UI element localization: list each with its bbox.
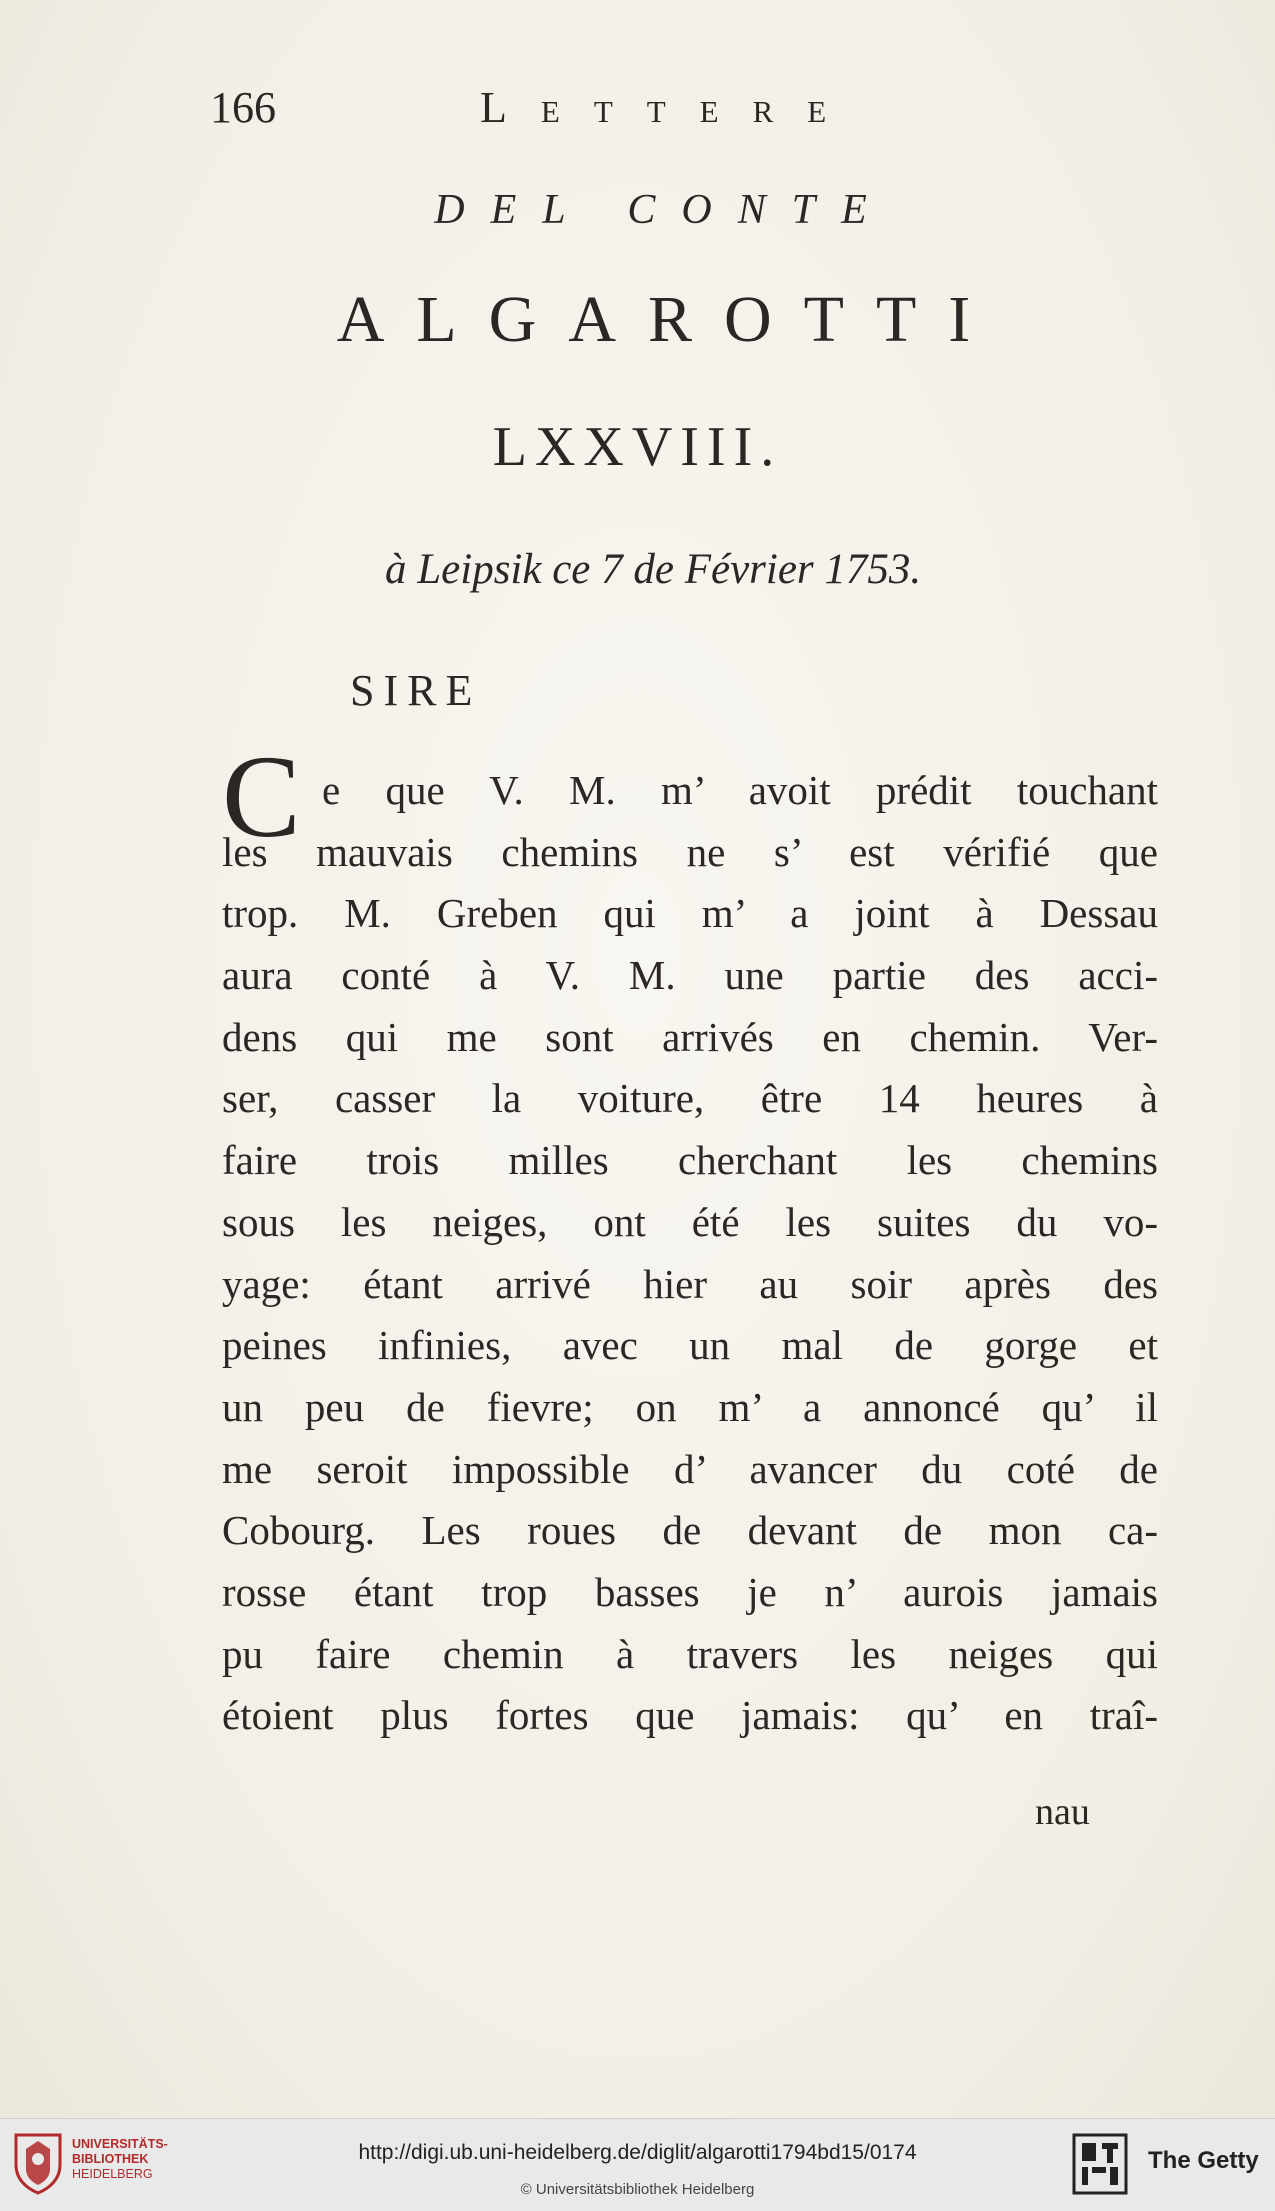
body-line: trop. M. Greben qui m’ a joint à Dessau bbox=[222, 890, 1158, 937]
salutation: SIRE bbox=[350, 666, 482, 715]
university-name-line3: HEIDELBERG bbox=[72, 2167, 153, 2181]
body-line: pu faire chemin à travers les neiges qui bbox=[222, 1630, 1158, 1677]
body-first-line-text: e que V. M. m’ avoit prédit touchant bbox=[322, 767, 1158, 813]
body-line: sous les neiges, ont été les suites du vo- bbox=[222, 1198, 1158, 1245]
body-line: un peu de fievre; on m’ a annoncé qu’ il bbox=[222, 1383, 1158, 1430]
body-line: étoient plus fortes que jamais: qu’ en traî- bbox=[222, 1692, 1158, 1739]
body-line: peines infinies, avec un mal de gorge et bbox=[222, 1322, 1158, 1369]
permalink-url[interactable]: http://digi.ub.uni-heidelberg.de/diglit/algarotti1794bd15/0174 bbox=[358, 2141, 917, 2164]
letter-body bbox=[222, 731, 1158, 1747]
body-line: faire trois milles cherchant les chemins bbox=[222, 1137, 1158, 1184]
body-line: yage: étant arrivé hier au soir après des bbox=[222, 1260, 1158, 1307]
running-title: Lettere bbox=[480, 83, 861, 132]
body-line: ser, casser la voiture, être 14 heures à bbox=[222, 1075, 1158, 1122]
heading-subtitle: DEL CONTE bbox=[434, 187, 893, 233]
footer-bar bbox=[0, 2118, 1275, 2211]
letter-number: LXXVIII. bbox=[492, 416, 783, 478]
getty-logo-icon bbox=[1072, 2133, 1128, 2195]
university-name-line1: UNIVERSITÄTS- bbox=[72, 2137, 168, 2151]
body-line: me seroit impossible d’ avancer du coté de bbox=[222, 1445, 1158, 1492]
body-line: rosse étant trop basses je n’ aurois jamais bbox=[222, 1568, 1158, 1615]
getty-name: The Getty bbox=[1148, 2147, 1259, 2174]
university-name-line2: BIBLIOTHEK bbox=[72, 2152, 149, 2166]
body-line: Cobourg. Les roues de devant de mon ca- bbox=[222, 1507, 1158, 1554]
copyright-notice: © Universitätsbibliothek Heidelberg bbox=[520, 2181, 755, 2198]
catchword: nau bbox=[1035, 1791, 1090, 1833]
running-head bbox=[210, 82, 900, 142]
drop-cap: C bbox=[222, 731, 301, 862]
body-line: aura conté à V. M. une partie des acci- bbox=[222, 952, 1158, 999]
dateline: à Leipsik ce 7 de Février 1753. bbox=[385, 546, 922, 593]
body-line: les mauvais chemins ne s’ est vérifié que bbox=[222, 828, 1158, 875]
body-line: dens qui me sont arrivés en chemin. Ver- bbox=[222, 1013, 1158, 1060]
page-number: 166 bbox=[210, 83, 276, 132]
heading-title: ALGAROTTI bbox=[336, 283, 1003, 356]
